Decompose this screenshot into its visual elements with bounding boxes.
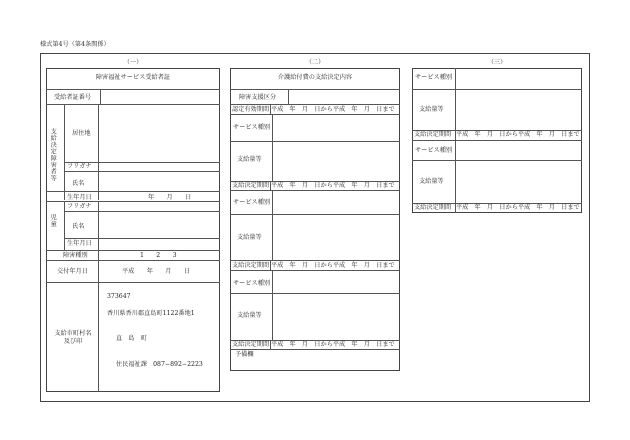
child-birthdate-label: 生年月日 bbox=[67, 240, 92, 247]
child-name-label: 氏名 bbox=[72, 223, 85, 230]
section-label-1: （一） bbox=[123, 59, 143, 66]
municipality-phone: 住民福祉課 087−892−2223 bbox=[116, 361, 203, 368]
p3-decision-period-format-1: 平成 年 月 日から平成 年 月 日まで bbox=[456, 131, 580, 138]
issue-date-label: 交付年月日 bbox=[57, 268, 88, 275]
name-label: 氏名 bbox=[72, 180, 85, 187]
p2-service-type-label-3: サービス種別 bbox=[233, 280, 271, 287]
p2-decision-period-format-3: 平成 年 月 日から平成 年 月 日まで bbox=[271, 341, 395, 348]
disability-type-options: 1 2 3 bbox=[140, 252, 177, 259]
p3-decision-period-label-2: 支給決定期間 bbox=[414, 204, 452, 211]
p3-decision-period-label-1: 支給決定期間 bbox=[414, 131, 452, 138]
p2-quantity-label-1: 支給量等 bbox=[237, 156, 262, 163]
p2-decision-period-label-3: 支給決定期間 bbox=[232, 341, 270, 348]
p2-decision-period-label-2: 支給決定期間 bbox=[232, 262, 270, 269]
furigana-label: フリガナ bbox=[67, 163, 92, 170]
child-furigana-label: フリガナ bbox=[67, 203, 92, 210]
municipality-postal-code: 373647 bbox=[107, 293, 131, 300]
p2-decision-period-format-2: 平成 年 月 日から平成 年 月 日まで bbox=[271, 262, 395, 269]
reserve-label: 予備欄 bbox=[235, 351, 254, 358]
p3-service-type-label-2: サービス種別 bbox=[415, 147, 453, 154]
form-number: 様式第4号（第4条関係） bbox=[40, 41, 110, 48]
disability-type-label: 障害種別 bbox=[63, 252, 88, 259]
child-label: 児童 bbox=[49, 214, 57, 228]
municipality-label: 支給市町村名及び印 bbox=[54, 330, 92, 346]
birthdate-format: 年 月 日 bbox=[148, 194, 192, 201]
panel2-title: 介護給付費の支給決定内容 bbox=[277, 74, 353, 81]
p2-decision-period-format-1: 平成 年 月 日から平成 年 月 日まで bbox=[271, 182, 395, 189]
address-label: 居住地 bbox=[72, 130, 91, 137]
issue-date-value: 平成 年 月 日 bbox=[122, 268, 191, 275]
p2-service-type-label-2: サービス種別 bbox=[233, 199, 271, 206]
p2-service-type-label-1: サービス種別 bbox=[233, 124, 271, 131]
section-label-2: （二） bbox=[305, 59, 325, 66]
recipient-number-label: 受給者証番号 bbox=[54, 94, 92, 101]
p2-quantity-label-2: 支給量等 bbox=[237, 234, 262, 241]
p2-decision-period-label-1: 支給決定期間 bbox=[232, 182, 270, 189]
p3-quantity-label-1: 支給量等 bbox=[419, 106, 444, 113]
support-category-label: 障害支援区分 bbox=[239, 94, 277, 101]
p3-service-type-label-1: サービス種別 bbox=[415, 74, 453, 81]
municipality-address: 香川県香川郡直島町1122番地1 bbox=[107, 310, 195, 317]
beneficiary-label: 支給決定障害者等 bbox=[49, 128, 57, 182]
p3-quantity-label-2: 支給量等 bbox=[419, 178, 444, 185]
birthdate-label: 生年月日 bbox=[67, 194, 92, 201]
panel1-title: 障害福祉サービス受給者証 bbox=[95, 74, 171, 81]
cert-period-label: 認定有効期間 bbox=[232, 106, 270, 113]
p3-decision-period-format-2: 平成 年 月 日から平成 年 月 日まで bbox=[456, 204, 580, 211]
p2-quantity-label-3: 支給量等 bbox=[237, 312, 262, 319]
municipality-town: 直 島 町 bbox=[116, 335, 147, 342]
cert-period-format: 平成 年 月 日から平成 年 月 日まで bbox=[271, 106, 395, 113]
section-label-3: （三） bbox=[487, 59, 507, 66]
